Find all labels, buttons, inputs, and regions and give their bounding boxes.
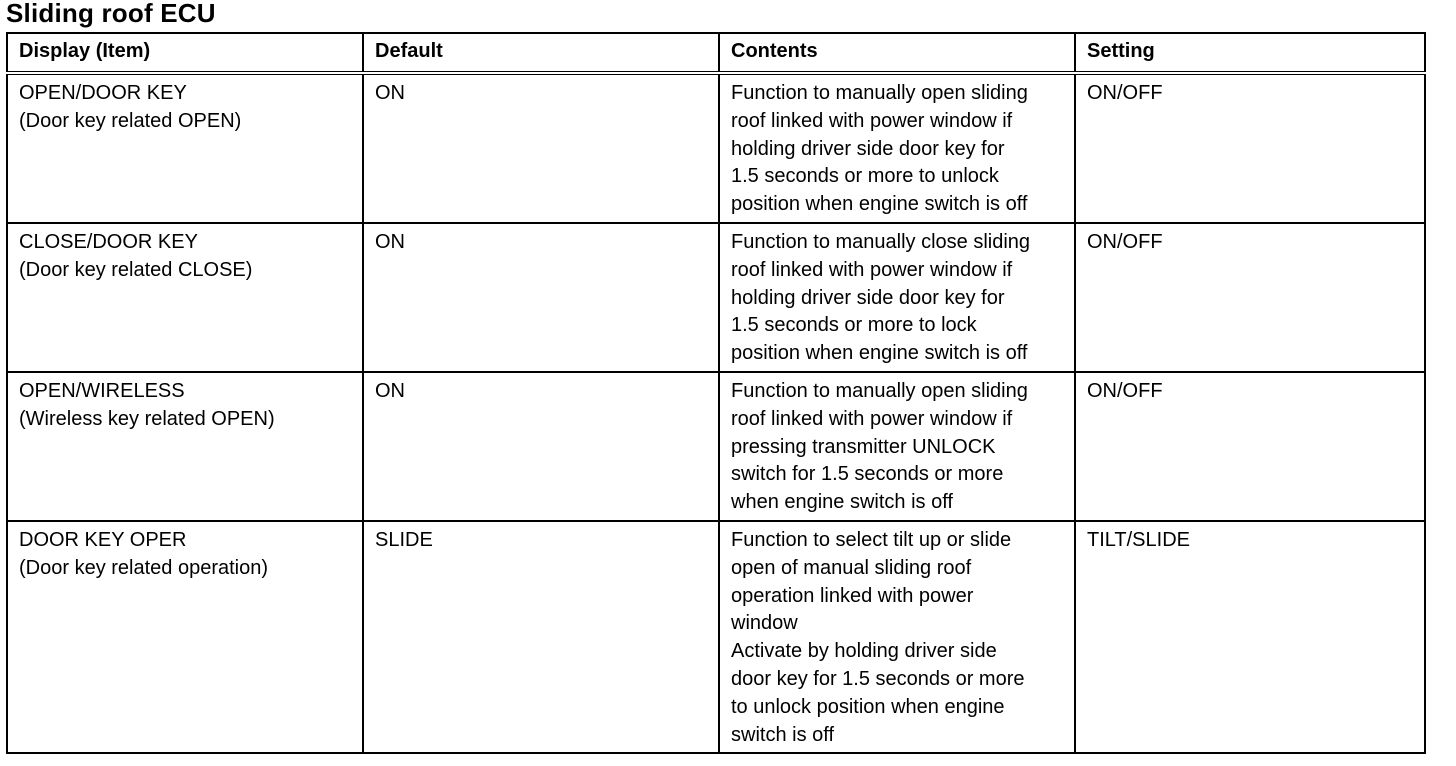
display-item-description: (Door key related operation)	[19, 556, 269, 579]
default-cell: ON	[363, 223, 719, 372]
page-title: Sliding roof ECU	[6, 0, 216, 28]
display-item-name: CLOSE/DOOR KEY	[19, 230, 198, 253]
contents-line: pressing transmitter UNLOCK	[731, 435, 996, 458]
contents-line: door key for 1.5 seconds or more	[731, 667, 1025, 690]
setting-cell: ON/OFF	[1075, 372, 1425, 521]
contents-line: switch is off	[731, 723, 834, 746]
contents-cell	[719, 73, 1075, 223]
contents-cell	[719, 223, 1075, 372]
display-item-description: (Wireless key related OPEN)	[19, 407, 275, 430]
setting-cell: ON/OFF	[1075, 73, 1425, 223]
table-row	[7, 73, 1425, 223]
display-item-cell	[7, 372, 363, 521]
table-row	[7, 223, 1425, 372]
contents-line: 1.5 seconds or more to unlock	[731, 165, 999, 188]
settings-table	[6, 32, 1426, 754]
contents-line: position when engine switch is off	[731, 193, 1028, 216]
display-item-name: DOOR KEY OPER	[19, 528, 187, 551]
display-item-description: (Door key related CLOSE)	[19, 258, 253, 281]
contents-line: window	[731, 612, 798, 635]
header-display-item: Display (Item)	[7, 33, 363, 73]
contents-line: 1.5 seconds or more to lock	[731, 314, 977, 337]
contents-line: Function to manually close sliding	[731, 230, 1031, 253]
header-default: Default	[363, 33, 719, 73]
header-contents: Contents	[719, 33, 1075, 73]
table-header-row	[7, 33, 1425, 73]
contents-line: roof linked with power window if	[731, 407, 1013, 430]
default-cell: ON	[363, 73, 719, 223]
default-cell: ON	[363, 372, 719, 521]
display-item-cell	[7, 223, 363, 372]
display-item-cell	[7, 521, 363, 753]
contents-line: Function to manually open sliding	[731, 379, 1028, 402]
setting-cell: TILT/SLIDE	[1075, 521, 1425, 753]
contents-line: operation linked with power	[731, 584, 974, 607]
contents-line: when engine switch is off	[731, 491, 953, 514]
table-row	[7, 521, 1425, 753]
display-item-name: OPEN/WIRELESS	[19, 379, 185, 402]
contents-cell	[719, 372, 1075, 521]
display-item-cell	[7, 73, 363, 223]
table-row	[7, 372, 1425, 521]
contents-line: Function to select tilt up or slide	[731, 528, 1012, 551]
contents-line: holding driver side door key for	[731, 137, 1005, 160]
contents-line: open of manual sliding roof	[731, 556, 972, 579]
contents-line: roof linked with power window if	[731, 258, 1013, 281]
contents-line: to unlock position when engine	[731, 695, 1005, 718]
display-item-description: (Door key related OPEN)	[19, 109, 242, 132]
contents-cell	[719, 521, 1075, 753]
contents-line: switch for 1.5 seconds or more	[731, 463, 1004, 486]
contents-line: Activate by holding driver side	[731, 640, 997, 663]
contents-line: roof linked with power window if	[731, 109, 1013, 132]
display-item-name: OPEN/DOOR KEY	[19, 82, 187, 104]
contents-line: holding driver side door key for	[731, 286, 1005, 309]
contents-line: Function to manually open sliding	[731, 82, 1028, 104]
setting-cell: ON/OFF	[1075, 223, 1425, 372]
default-cell: SLIDE	[363, 521, 719, 753]
header-setting: Setting	[1075, 33, 1425, 73]
contents-line: position when engine switch is off	[731, 342, 1028, 365]
